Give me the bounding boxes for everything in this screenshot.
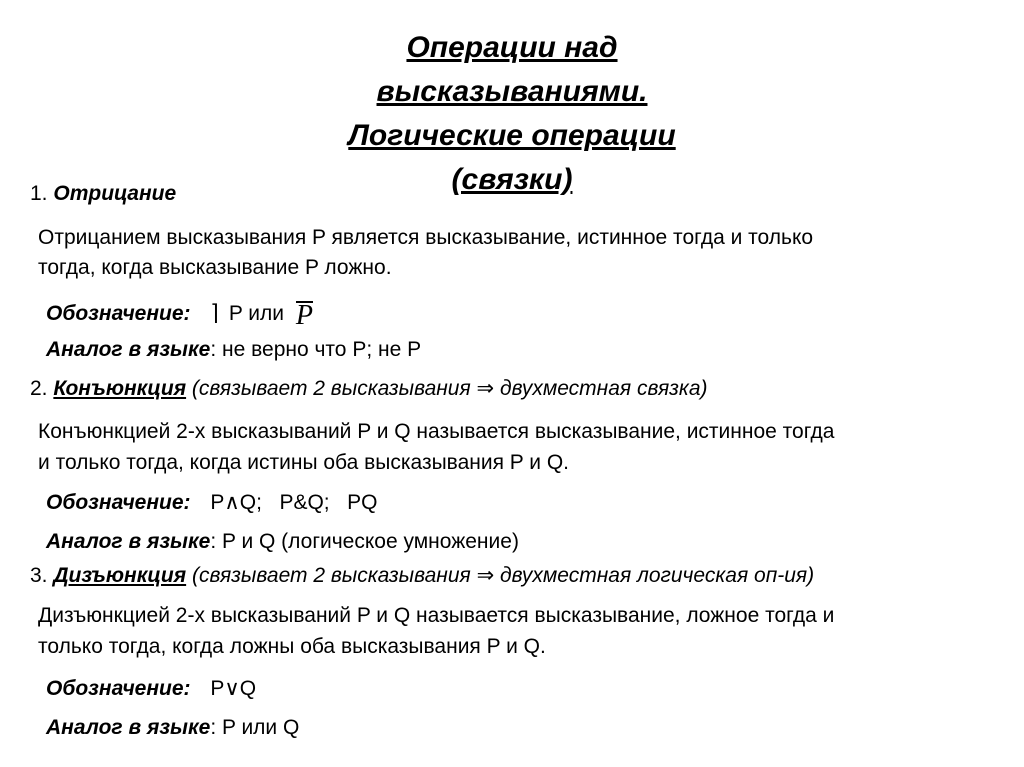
negation-number: 1. — [30, 182, 48, 205]
conjunction-notation-label: Обозначение: — [46, 491, 191, 514]
conjunction-notation — [46, 490, 377, 515]
conjunction-name: Конъюнкция — [53, 377, 187, 400]
disjunction-analog — [46, 716, 299, 740]
conjunction-definition-line-1: Конъюнкцией 2-х высказываний P и Q называется высказывание, истинное тогда — [38, 420, 835, 443]
conjunction-analog-label: Аналог в языке — [46, 530, 211, 553]
disjunction-definition-line-1: Дизъюнкцией 2-х высказываний P и Q называется высказывание, ложное тогда и — [38, 604, 835, 627]
slide-title — [0, 26, 1024, 202]
negation-analog-label: Аналог в языке — [46, 338, 211, 361]
conjunction-note: (связывает 2 высказывания ⇒ двухместная связка) — [186, 377, 708, 400]
negation-notation-label: Обозначение: — [46, 302, 191, 325]
disjunction-analog-value: : P или Q — [210, 716, 300, 739]
disjunction-analog-label: Аналог в языке — [46, 716, 211, 739]
negation-notation — [46, 297, 313, 331]
negation-analog-value: : не верно что P; не P — [210, 338, 422, 361]
negation-heading — [30, 182, 176, 206]
title-line-1: Операции над — [406, 31, 618, 64]
conjunction-analog — [46, 530, 519, 554]
title-line-4: (связки) — [451, 163, 573, 196]
conjunction-number: 2. — [30, 377, 48, 400]
disjunction-notation — [46, 676, 256, 701]
negation-bar-p: P — [295, 300, 313, 331]
title-line-3: Логические операции — [348, 119, 676, 152]
disjunction-note: (связывает 2 высказывания ⇒ двухместная логическая оп-ия) — [186, 564, 815, 587]
disjunction-notation-label: Обозначение: — [46, 677, 191, 700]
negation-notation-value: P или — [228, 302, 285, 325]
conjunction-heading — [30, 376, 708, 401]
negation-analog — [46, 338, 421, 362]
disjunction-heading — [30, 563, 814, 588]
disjunction-name: Дизъюнкция — [53, 564, 187, 587]
negation-symbol: ⌉ — [210, 300, 219, 325]
negation-name: Отрицание — [53, 182, 177, 205]
conjunction-analog-value: : P и Q (логическое умножение) — [210, 530, 519, 553]
disjunction-number: 3. — [30, 564, 48, 587]
disjunction-notation-value: P∨Q — [210, 677, 257, 700]
conjunction-notation-value: P∧Q; P&Q; PQ — [210, 491, 378, 514]
conjunction-definition-line-2: и только тогда, когда истины оба высказывания P и Q. — [38, 451, 569, 474]
negation-definition-line-1: Отрицанием высказывания P является высказывание, истинное тогда и только — [38, 226, 814, 249]
negation-definition-line-2: тогда, когда высказывание P ложно. — [38, 256, 392, 279]
disjunction-definition-line-2: только тогда, когда ложны оба высказывания P и Q. — [38, 635, 546, 658]
title-line-2: высказываниями. — [376, 75, 648, 108]
